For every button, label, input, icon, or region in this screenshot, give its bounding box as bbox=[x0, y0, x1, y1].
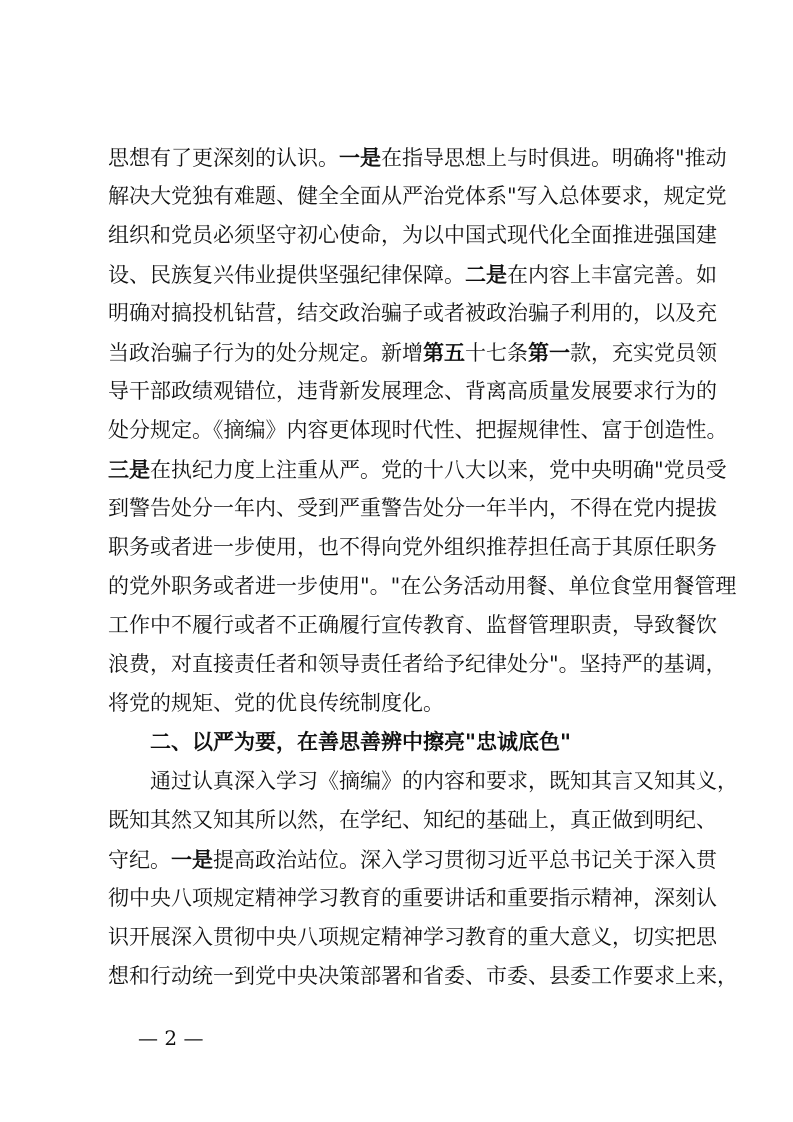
paragraph-line: 想和行动统一到党中央决策部署和省委、市委、县委工作要求上来， bbox=[108, 964, 738, 988]
bold-text-run: 一是 bbox=[171, 847, 213, 872]
text-run: 十七条 bbox=[465, 341, 528, 365]
paragraph-line: 明确对搞投机钻营，结交政治骗子或者被政治骗子利用的，以及充 bbox=[108, 301, 717, 325]
text-run: 提高政治站位。深入学习贯彻习近平总书记关于深入贯 bbox=[213, 848, 717, 872]
bold-text-run: 第五 bbox=[423, 340, 465, 365]
paragraph-line: 既知其然又知其所以然，在学纪、知纪的基础上，真正做到明纪、 bbox=[108, 808, 717, 832]
paragraph-line: 浪费，对直接责任者和领导责任者给予纪律处分"。坚持严的基调， bbox=[108, 652, 727, 676]
paragraph-line: 导干部政绩观错位，违背新发展理念、背离高质量发展要求行为的 bbox=[108, 379, 717, 403]
paragraph-line: 识开展深入贯彻中央八项规定精神学习教育的重大意义，切实把思 bbox=[108, 925, 717, 949]
bold-text-run: 第一 bbox=[528, 340, 570, 365]
paragraph-line: 的党外职务或者进一步使用"。"在公务活动用餐、单位食堂用餐管理 bbox=[108, 574, 737, 598]
text-run: 设、民族复兴伟业提供坚强纪律保障。 bbox=[108, 263, 465, 287]
paragraph-line: 将党的规矩、党的优良传统制度化。 bbox=[108, 691, 444, 715]
page-number: — 2 — bbox=[138, 1026, 204, 1050]
text-run: 在内容上丰富完善。如 bbox=[507, 263, 717, 287]
paragraph-line: 解决大党独有难题、健全全面从严治党体系"写入总体要求，规定党 bbox=[108, 184, 727, 208]
paragraph-line bbox=[108, 138, 727, 177]
paragraph-line: 彻中央八项规定精神学习教育的重要讲话和重要指示精神，深刻认 bbox=[108, 886, 717, 910]
paragraph-line bbox=[108, 450, 727, 489]
paragraph-line: 到警告处分一年内、受到严重警告处分一年半内，不得在党内提拔 bbox=[108, 496, 717, 520]
text-run: 在指导思想上与时俱进。明确将"推动 bbox=[381, 146, 727, 170]
text-run: 在执纪力度上注重从严。党的十八大以来，党中央明确"党员受 bbox=[150, 458, 727, 482]
paragraph-line: 通过认真深入学习《摘编》的内容和要求，既知其言又知其义， bbox=[150, 769, 738, 793]
section-heading: 二、以严为要，在善思善辨中擦亮"忠诚底色" bbox=[150, 730, 571, 754]
text-run: 思想有了更深刻的认识。 bbox=[108, 146, 339, 170]
paragraph-line: 职务或者进一步使用，也不得向党外组织推荐担任高于其原任职务 bbox=[108, 535, 717, 559]
document-body bbox=[108, 138, 738, 996]
bold-text-run: 二是 bbox=[465, 262, 507, 287]
paragraph-line bbox=[108, 333, 717, 372]
paragraph-line: 工作中不履行或者不正确履行宣传教育、监督管理职责，导致餐饮 bbox=[108, 613, 717, 637]
bold-text-run: 一是 bbox=[339, 145, 381, 170]
text-run: 当政治骗子行为的处分规定。新增 bbox=[108, 341, 423, 365]
paragraph-line: 组织和党员必须坚守初心使命，为以中国式现代化全面推进强国建 bbox=[108, 223, 717, 247]
paragraph-line: 处分规定。《摘编》内容更体现时代性、把握规律性、富于创造性。 bbox=[108, 418, 728, 442]
text-run: 款，充实党员领 bbox=[570, 341, 717, 365]
paragraph-line bbox=[108, 840, 717, 879]
bold-text-run: 三是 bbox=[108, 457, 150, 482]
text-run: 守纪。 bbox=[108, 848, 171, 872]
paragraph-line bbox=[108, 255, 717, 294]
